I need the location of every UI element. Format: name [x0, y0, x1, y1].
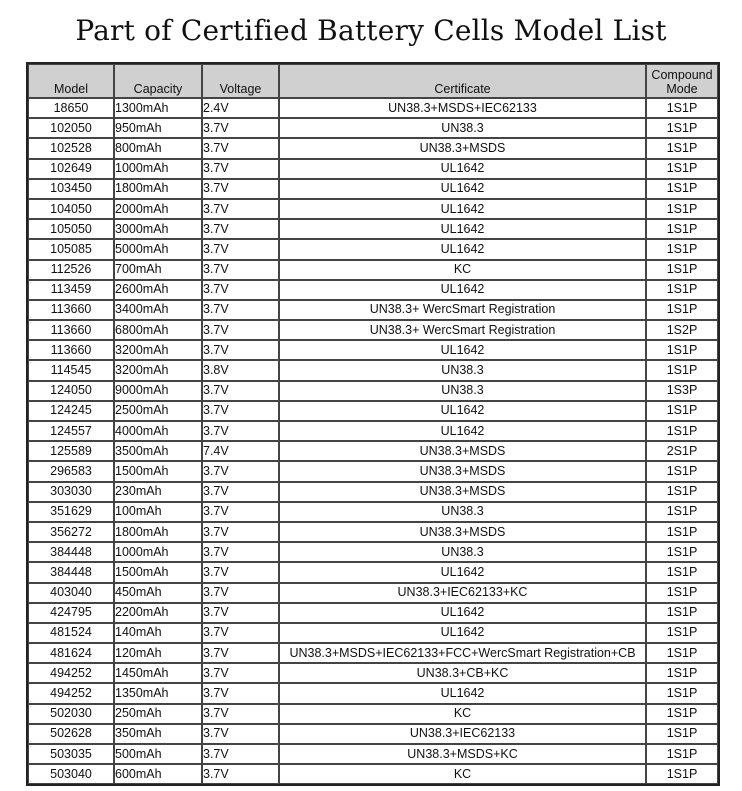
- cell-compound-mode: 1S1P: [646, 482, 718, 502]
- page-title: Part of Certified Battery Cells Model List: [75, 14, 667, 47]
- cell-model: 384448: [28, 542, 114, 562]
- cell-capacity: 2000mAh: [114, 199, 202, 219]
- cell-compound-mode: 1S1P: [646, 138, 718, 158]
- cell-compound-mode: 1S1P: [646, 704, 718, 724]
- cell-model: 494252: [28, 663, 114, 683]
- cell-certificate: UN38.3+CB+KC: [279, 663, 646, 683]
- cell-voltage: 3.8V: [202, 360, 279, 380]
- cell-voltage: 3.7V: [202, 502, 279, 522]
- table-row: [28, 381, 718, 401]
- table-row: [28, 502, 718, 522]
- cell-certificate: UL1642: [279, 421, 646, 441]
- cell-voltage: 7.4V: [202, 441, 279, 461]
- cell-compound-mode: 1S1P: [646, 300, 718, 320]
- cell-certificate: KC: [279, 704, 646, 724]
- cell-certificate: UN38.3: [279, 118, 646, 138]
- header-compound-mode-line2: Mode: [666, 82, 698, 96]
- cell-compound-mode: 1S1P: [646, 260, 718, 280]
- cell-model: 113660: [28, 340, 114, 360]
- cell-certificate: UN38.3+MSDS: [279, 522, 646, 542]
- table-row: [28, 118, 718, 138]
- cell-certificate: UN38.3+MSDS: [279, 138, 646, 158]
- cell-model: 502030: [28, 704, 114, 724]
- table-row: [28, 159, 718, 179]
- table-row: [28, 219, 718, 239]
- cell-voltage: 3.7V: [202, 663, 279, 683]
- cell-voltage: 3.7V: [202, 643, 279, 663]
- cell-voltage: 3.7V: [202, 764, 279, 784]
- cell-voltage: 3.7V: [202, 300, 279, 320]
- cell-model: 303030: [28, 482, 114, 502]
- cell-voltage: 3.7V: [202, 199, 279, 219]
- cell-compound-mode: 1S1P: [646, 461, 718, 481]
- cell-model: 113660: [28, 320, 114, 340]
- cell-model: 105085: [28, 239, 114, 259]
- cell-model: 113459: [28, 280, 114, 300]
- cell-model: 102649: [28, 159, 114, 179]
- table-row: [28, 138, 718, 158]
- cell-voltage: 3.7V: [202, 603, 279, 623]
- cell-capacity: 1450mAh: [114, 663, 202, 683]
- cell-compound-mode: 1S1P: [646, 219, 718, 239]
- cell-voltage: 3.7V: [202, 159, 279, 179]
- cell-voltage: 3.7V: [202, 683, 279, 703]
- table-row: [28, 300, 718, 320]
- cell-certificate: UN38.3+IEC62133: [279, 724, 646, 744]
- cell-voltage: 3.7V: [202, 522, 279, 542]
- cell-certificate: UN38.3: [279, 542, 646, 562]
- table-row: [28, 98, 718, 118]
- cell-capacity: 3200mAh: [114, 340, 202, 360]
- cell-voltage: 3.7V: [202, 381, 279, 401]
- cell-model: 124557: [28, 421, 114, 441]
- cell-certificate: UN38.3+MSDS+IEC62133: [279, 98, 646, 118]
- header-compound-mode-line1: Compound: [651, 68, 713, 82]
- cell-compound-mode: 1S1P: [646, 98, 718, 118]
- cell-capacity: 1500mAh: [114, 461, 202, 481]
- cell-compound-mode: 1S1P: [646, 764, 718, 784]
- cell-certificate: UL1642: [279, 401, 646, 421]
- table-row: [28, 401, 718, 421]
- cell-capacity: 600mAh: [114, 764, 202, 784]
- table-row: [28, 179, 718, 199]
- cell-compound-mode: 1S1P: [646, 583, 718, 603]
- cell-capacity: 140mAh: [114, 623, 202, 643]
- cell-compound-mode: 1S1P: [646, 239, 718, 259]
- cell-certificate: KC: [279, 764, 646, 784]
- cell-compound-mode: 1S1P: [646, 360, 718, 380]
- table-row: [28, 280, 718, 300]
- table-row: [28, 623, 718, 643]
- header-certificate: Certificate: [279, 64, 646, 98]
- cell-capacity: 1300mAh: [114, 98, 202, 118]
- cell-compound-mode: 1S1P: [646, 118, 718, 138]
- cell-model: 18650: [28, 98, 114, 118]
- cell-compound-mode: 1S1P: [646, 199, 718, 219]
- cell-compound-mode: 1S1P: [646, 542, 718, 562]
- cell-model: 502628: [28, 724, 114, 744]
- cell-voltage: 3.7V: [202, 401, 279, 421]
- battery-model-table: [26, 62, 720, 786]
- cell-compound-mode: 1S1P: [646, 562, 718, 582]
- cell-capacity: 5000mAh: [114, 239, 202, 259]
- cell-model: 351629: [28, 502, 114, 522]
- cell-certificate: UN38.3+MSDS: [279, 482, 646, 502]
- table-header-row: [28, 64, 718, 98]
- table-row: [28, 704, 718, 724]
- cell-model: 503040: [28, 764, 114, 784]
- cell-model: 102528: [28, 138, 114, 158]
- cell-capacity: 700mAh: [114, 260, 202, 280]
- cell-model: 356272: [28, 522, 114, 542]
- cell-capacity: 800mAh: [114, 138, 202, 158]
- cell-model: 102050: [28, 118, 114, 138]
- cell-compound-mode: 1S1P: [646, 623, 718, 643]
- cell-voltage: 3.7V: [202, 724, 279, 744]
- table-row: [28, 764, 718, 784]
- table-row: [28, 441, 718, 461]
- cell-voltage: 3.7V: [202, 482, 279, 502]
- cell-model: 124245: [28, 401, 114, 421]
- cell-certificate: UL1642: [279, 179, 646, 199]
- cell-voltage: 3.7V: [202, 542, 279, 562]
- cell-voltage: 3.7V: [202, 704, 279, 724]
- cell-model: 105050: [28, 219, 114, 239]
- cell-model: 384448: [28, 562, 114, 582]
- cell-certificate: UN38.3+ WercSmart Registration: [279, 300, 646, 320]
- cell-capacity: 350mAh: [114, 724, 202, 744]
- cell-capacity: 3400mAh: [114, 300, 202, 320]
- cell-capacity: 3000mAh: [114, 219, 202, 239]
- cell-voltage: 3.7V: [202, 461, 279, 481]
- cell-compound-mode: 1S2P: [646, 320, 718, 340]
- cell-certificate: UL1642: [279, 239, 646, 259]
- cell-voltage: 3.7V: [202, 583, 279, 603]
- cell-compound-mode: 1S1P: [646, 502, 718, 522]
- cell-voltage: 3.7V: [202, 280, 279, 300]
- cell-voltage: 3.7V: [202, 744, 279, 764]
- cell-capacity: 1800mAh: [114, 522, 202, 542]
- header-model: Model: [28, 64, 114, 98]
- cell-voltage: 3.7V: [202, 623, 279, 643]
- cell-voltage: 2.4V: [202, 98, 279, 118]
- cell-compound-mode: 1S1P: [646, 603, 718, 623]
- table-row: [28, 461, 718, 481]
- table-row: [28, 683, 718, 703]
- cell-capacity: 1000mAh: [114, 159, 202, 179]
- cell-compound-mode: 1S3P: [646, 381, 718, 401]
- cell-voltage: 3.7V: [202, 340, 279, 360]
- cell-voltage: 3.7V: [202, 260, 279, 280]
- cell-certificate: UN38.3+MSDS: [279, 461, 646, 481]
- cell-certificate: UN38.3: [279, 502, 646, 522]
- cell-capacity: 3500mAh: [114, 441, 202, 461]
- cell-compound-mode: 1S1P: [646, 421, 718, 441]
- cell-capacity: 250mAh: [114, 704, 202, 724]
- cell-certificate: UN38.3+MSDS+KC: [279, 744, 646, 764]
- cell-compound-mode: 2S1P: [646, 441, 718, 461]
- cell-voltage: 3.7V: [202, 239, 279, 259]
- table-row: [28, 663, 718, 683]
- cell-model: 296583: [28, 461, 114, 481]
- cell-certificate: KC: [279, 260, 646, 280]
- cell-capacity: 6800mAh: [114, 320, 202, 340]
- table-row: [28, 744, 718, 764]
- table-row: [28, 643, 718, 663]
- cell-voltage: 3.7V: [202, 179, 279, 199]
- table-row: [28, 260, 718, 280]
- cell-certificate: UL1642: [279, 280, 646, 300]
- cell-model: 481624: [28, 643, 114, 663]
- cell-capacity: 1800mAh: [114, 179, 202, 199]
- cell-compound-mode: 1S1P: [646, 179, 718, 199]
- cell-capacity: 100mAh: [114, 502, 202, 522]
- cell-capacity: 500mAh: [114, 744, 202, 764]
- cell-capacity: 1350mAh: [114, 683, 202, 703]
- cell-model: 503035: [28, 744, 114, 764]
- cell-certificate: UL1642: [279, 159, 646, 179]
- cell-certificate: UL1642: [279, 603, 646, 623]
- cell-capacity: 3200mAh: [114, 360, 202, 380]
- cell-voltage: 3.7V: [202, 118, 279, 138]
- cell-model: 424795: [28, 603, 114, 623]
- cell-voltage: 3.7V: [202, 138, 279, 158]
- cell-compound-mode: 1S1P: [646, 340, 718, 360]
- cell-compound-mode: 1S1P: [646, 159, 718, 179]
- cell-certificate: UN38.3+MSDS: [279, 441, 646, 461]
- cell-compound-mode: 1S1P: [646, 522, 718, 542]
- cell-certificate: UN38.3+MSDS+IEC62133+FCC+WercSmart Registration+CB: [279, 643, 646, 663]
- table-row: [28, 583, 718, 603]
- cell-certificate: UL1642: [279, 683, 646, 703]
- cell-capacity: 2600mAh: [114, 280, 202, 300]
- cell-model: 481524: [28, 623, 114, 643]
- cell-model: 112526: [28, 260, 114, 280]
- cell-capacity: 950mAh: [114, 118, 202, 138]
- cell-capacity: 1000mAh: [114, 542, 202, 562]
- table-row: [28, 320, 718, 340]
- cell-model: 124050: [28, 381, 114, 401]
- table-row: [28, 603, 718, 623]
- cell-compound-mode: 1S1P: [646, 683, 718, 703]
- table-row: [28, 199, 718, 219]
- table-row: [28, 360, 718, 380]
- cell-compound-mode: 1S1P: [646, 643, 718, 663]
- table-row: [28, 562, 718, 582]
- header-voltage: Voltage: [202, 64, 279, 98]
- cell-certificate: UN38.3: [279, 381, 646, 401]
- cell-model: 494252: [28, 683, 114, 703]
- cell-compound-mode: 1S1P: [646, 663, 718, 683]
- cell-voltage: 3.7V: [202, 320, 279, 340]
- cell-voltage: 3.7V: [202, 562, 279, 582]
- cell-model: 104050: [28, 199, 114, 219]
- cell-voltage: 3.7V: [202, 421, 279, 441]
- cell-capacity: 4000mAh: [114, 421, 202, 441]
- cell-capacity: 450mAh: [114, 583, 202, 603]
- table-row: [28, 421, 718, 441]
- cell-model: 103450: [28, 179, 114, 199]
- cell-model: 113660: [28, 300, 114, 320]
- cell-compound-mode: 1S1P: [646, 401, 718, 421]
- cell-capacity: 1500mAh: [114, 562, 202, 582]
- cell-voltage: 3.7V: [202, 219, 279, 239]
- cell-certificate: UL1642: [279, 340, 646, 360]
- cell-certificate: UL1642: [279, 199, 646, 219]
- cell-compound-mode: 1S1P: [646, 280, 718, 300]
- cell-model: 125589: [28, 441, 114, 461]
- table-row: [28, 340, 718, 360]
- table-row: [28, 482, 718, 502]
- cell-certificate: UL1642: [279, 623, 646, 643]
- cell-compound-mode: 1S1P: [646, 744, 718, 764]
- cell-capacity: 230mAh: [114, 482, 202, 502]
- cell-certificate: UL1642: [279, 219, 646, 239]
- header-capacity: Capacity: [114, 64, 202, 98]
- cell-certificate: UN38.3: [279, 360, 646, 380]
- cell-certificate: UN38.3+IEC62133+KC: [279, 583, 646, 603]
- table-row: [28, 239, 718, 259]
- table-row: [28, 542, 718, 562]
- cell-certificate: UL1642: [279, 562, 646, 582]
- cell-capacity: 9000mAh: [114, 381, 202, 401]
- table-row: [28, 724, 718, 744]
- cell-model: 403040: [28, 583, 114, 603]
- cell-model: 114545: [28, 360, 114, 380]
- cell-capacity: 2200mAh: [114, 603, 202, 623]
- cell-capacity: 120mAh: [114, 643, 202, 663]
- cell-capacity: 2500mAh: [114, 401, 202, 421]
- header-compound-mode: [646, 64, 718, 98]
- table-row: [28, 522, 718, 542]
- cell-compound-mode: 1S1P: [646, 724, 718, 744]
- cell-certificate: UN38.3+ WercSmart Registration: [279, 320, 646, 340]
